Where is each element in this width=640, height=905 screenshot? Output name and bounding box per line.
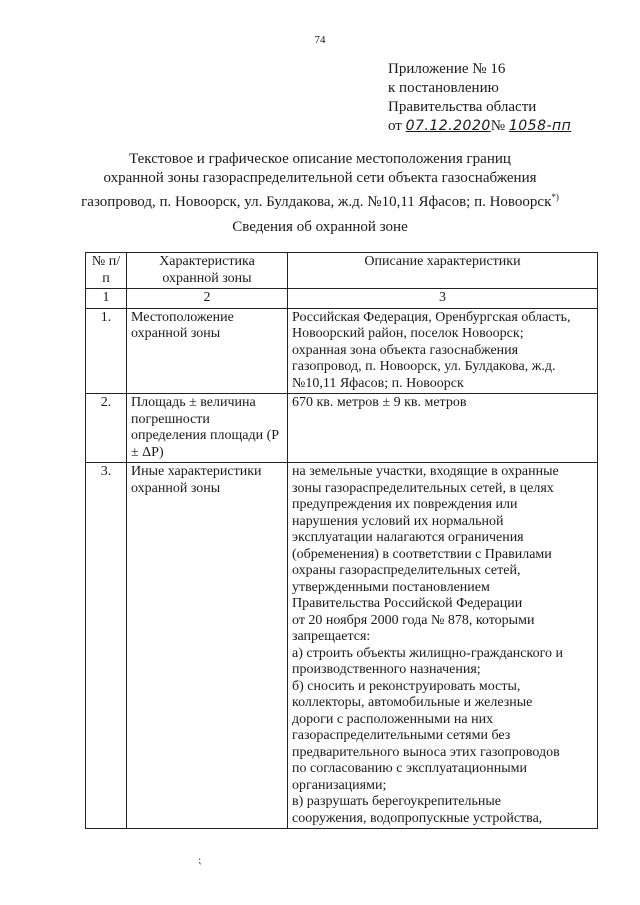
document-title <box>60 150 580 212</box>
description-line: Правительства Российской Федерации <box>292 596 523 611</box>
appendix-block <box>388 60 571 136</box>
description-line: предупреждения их повреждения или <box>292 497 518 512</box>
description-line: коллекторы, автомобильные и железные <box>292 695 533 710</box>
bottom-mark: ⁏ <box>198 855 202 866</box>
section-subtitle: Сведения об охранной зоне <box>232 219 408 235</box>
title-line: Текстовое и графическое описание местоположения границ <box>129 151 511 167</box>
description-line: Российская Федерация, Оренбургская область, <box>292 309 571 325</box>
row-description <box>288 308 598 394</box>
description-line: по согласованию с эксплуатационными <box>292 761 527 776</box>
description-line: Новоорский район, поселок Новоорск; <box>292 326 524 341</box>
table-row <box>86 394 598 463</box>
row-number: 1. <box>86 308 127 394</box>
column-number-row <box>86 289 598 309</box>
appendix-line: Приложение № 16 <box>388 61 506 77</box>
date-prefix: от <box>388 118 402 134</box>
table-row <box>86 308 598 394</box>
column-number: 1 <box>86 289 127 309</box>
page-number: 74 <box>314 34 326 46</box>
title-line: охранной зоны газораспределительной сети объекта газоснабжения <box>103 170 537 186</box>
title-line: газопровод, п. Новоорск, ул. Булдакова, ж.д. №10,11 Яфасов; п. Новоорск <box>81 194 552 210</box>
footnote-mark: *) <box>551 192 559 202</box>
description-line: охраны газораспределительных сетей, <box>292 563 521 578</box>
row-characteristic: Иные характеристики охранной зоны <box>127 463 288 829</box>
appendix-line: Правительства области <box>388 99 537 115</box>
appendix-date-line <box>388 117 571 136</box>
header-cell-description: Описание характеристики <box>288 253 598 289</box>
description-line: утвержденными постановлением <box>292 579 490 595</box>
description-line: в) разрушать берегоукрепительные <box>292 794 502 809</box>
description-line: охранная зона объекта газоснабжения <box>292 342 519 358</box>
description-line: организациями; <box>292 777 387 793</box>
description-line: эксплуатации налагаются ограничения <box>292 530 524 545</box>
description-line: зоны газораспределительных сетей, в целях <box>292 480 554 496</box>
description-line: газораспределительными сетями без <box>292 728 511 743</box>
row-characteristic: Местоположение охранной зоны <box>127 308 288 394</box>
description-line: газопровод, п. Новоорск, ул. Булдакова, ж.д. <box>292 359 556 374</box>
description-line: на земельные участки, входящие в охранные <box>292 464 559 479</box>
row-number: 3. <box>86 463 127 829</box>
title-line-with-footnote <box>60 188 580 212</box>
column-number: 3 <box>288 289 598 309</box>
table-header-row <box>86 253 598 289</box>
column-number: 2 <box>127 289 288 309</box>
row-number: 2. <box>86 394 127 463</box>
description-line: предварительного выноса этих газопроводов <box>292 744 560 760</box>
description-line: производственного назначения; <box>292 662 481 677</box>
row-characteristic: Площадь ± величина погрешности определения площади (Р ± ΔР) <box>127 394 288 463</box>
row-description <box>288 394 598 463</box>
header-cell-characteristic: Характеристика охранной зоны <box>127 253 288 289</box>
description-line: а) строить объекты жилищно-гражданского и <box>292 645 563 661</box>
zone-info-table <box>85 252 598 829</box>
description-line: 670 кв. метров ± 9 кв. метров <box>292 395 467 410</box>
handwritten-date: 07.12.2020 <box>405 118 491 134</box>
description-line: запрещается: <box>292 629 371 644</box>
description-line: (обременения) в соответствии с Правилами <box>292 546 552 562</box>
description-line: б) сносить и реконструировать мосты, <box>292 678 521 694</box>
row-description <box>288 463 598 829</box>
description-line: №10,11 Яфасов; п. Новоорск <box>292 375 464 391</box>
number-prefix: № <box>490 118 506 134</box>
table-row <box>86 463 598 829</box>
header-cell-number: № п/п <box>86 253 127 289</box>
handwritten-number: 1058-пп <box>508 118 572 134</box>
appendix-line: к постановлению <box>388 80 499 96</box>
description-line: сооружения, водопропускные устройства, <box>292 810 543 826</box>
description-line: нарушения условий их нормальной <box>292 513 504 529</box>
description-line: от 20 ноября 2000 года № 878, которыми <box>292 612 535 628</box>
description-line: дороги с расположенными на них <box>292 711 494 727</box>
